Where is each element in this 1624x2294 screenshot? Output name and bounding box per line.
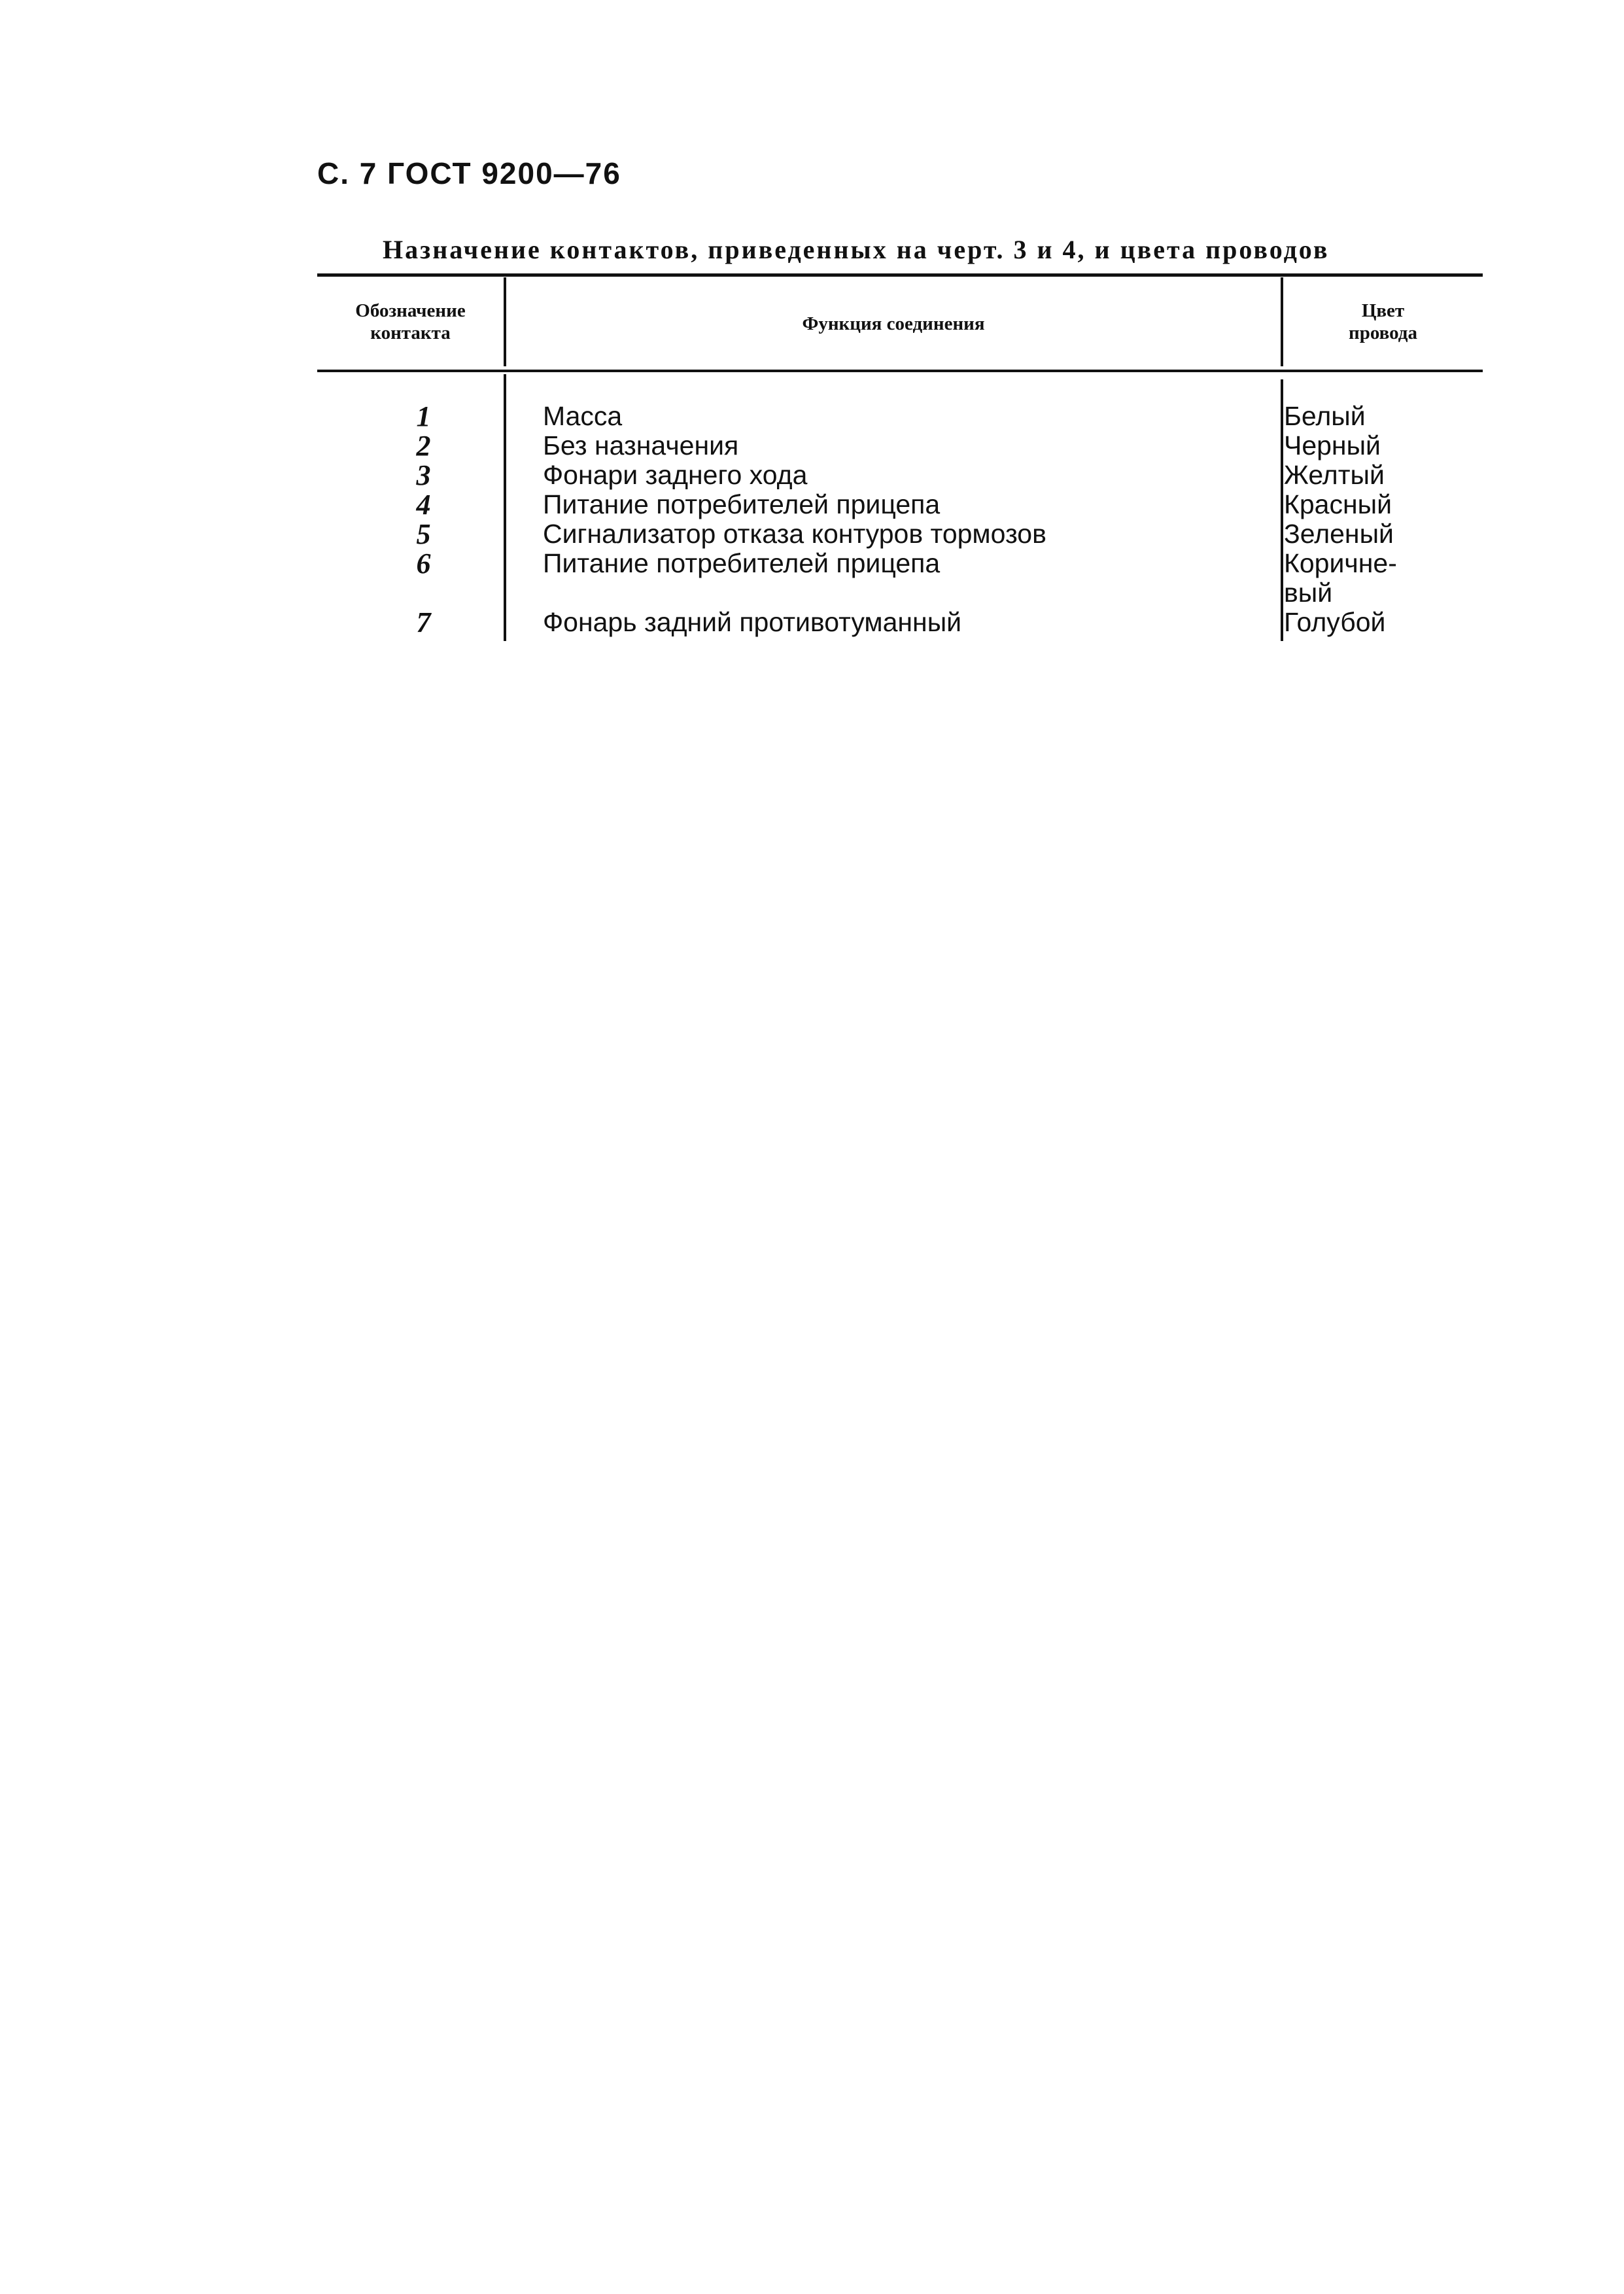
- wire-color: Желтый: [1284, 460, 1385, 490]
- table-row: [317, 490, 1483, 519]
- contact-number: 6: [416, 547, 431, 580]
- contact-number: 4: [416, 489, 431, 521]
- column-header-wire-color: Цвет провода: [1349, 300, 1417, 343]
- wire-color: Зеленый: [1284, 519, 1394, 549]
- table-row: [317, 431, 1483, 461]
- table-row: [317, 461, 1483, 490]
- wire-color: Коричне- вый: [1284, 548, 1397, 608]
- connection-function: Без назначения: [543, 430, 739, 461]
- contact-number: 5: [416, 518, 431, 550]
- contact-number: 3: [416, 459, 431, 491]
- connection-function: Масса: [543, 401, 623, 431]
- table-row: [317, 608, 1483, 637]
- wire-color: Красный: [1284, 489, 1392, 519]
- column-header-function: Функция соединения: [802, 313, 985, 334]
- wire-color: Белый: [1284, 401, 1366, 431]
- wire-color: Черный: [1284, 430, 1381, 461]
- page-header: С. 7 ГОСТ 9200—76: [317, 156, 621, 190]
- table-header-rule: [317, 370, 1483, 372]
- contact-number: 1: [416, 400, 431, 432]
- connection-function: Питание потребителей прицепа: [543, 548, 941, 578]
- connection-function: Сигнализатор отказа контуров тормозов: [543, 519, 1046, 549]
- column-header-contact: Обозначение контакта: [355, 300, 466, 343]
- wire-color: Голубой: [1284, 607, 1386, 637]
- connection-function: Фонарь задний противотуманный: [543, 607, 962, 637]
- table-body: [317, 402, 1483, 637]
- table-top-rule: [317, 273, 1483, 277]
- table-row: [317, 402, 1483, 431]
- connection-function: Питание потребителей прицепа: [543, 489, 941, 519]
- table-row: [317, 549, 1483, 608]
- connection-function: Фонари заднего хода: [543, 460, 808, 490]
- contact-number: 7: [416, 606, 431, 638]
- table-caption: Назначение контактов, приведенных на черт. 3 и 4, и цвета проводов: [383, 235, 1330, 264]
- contact-number: 2: [416, 430, 431, 462]
- table-row: [317, 519, 1483, 549]
